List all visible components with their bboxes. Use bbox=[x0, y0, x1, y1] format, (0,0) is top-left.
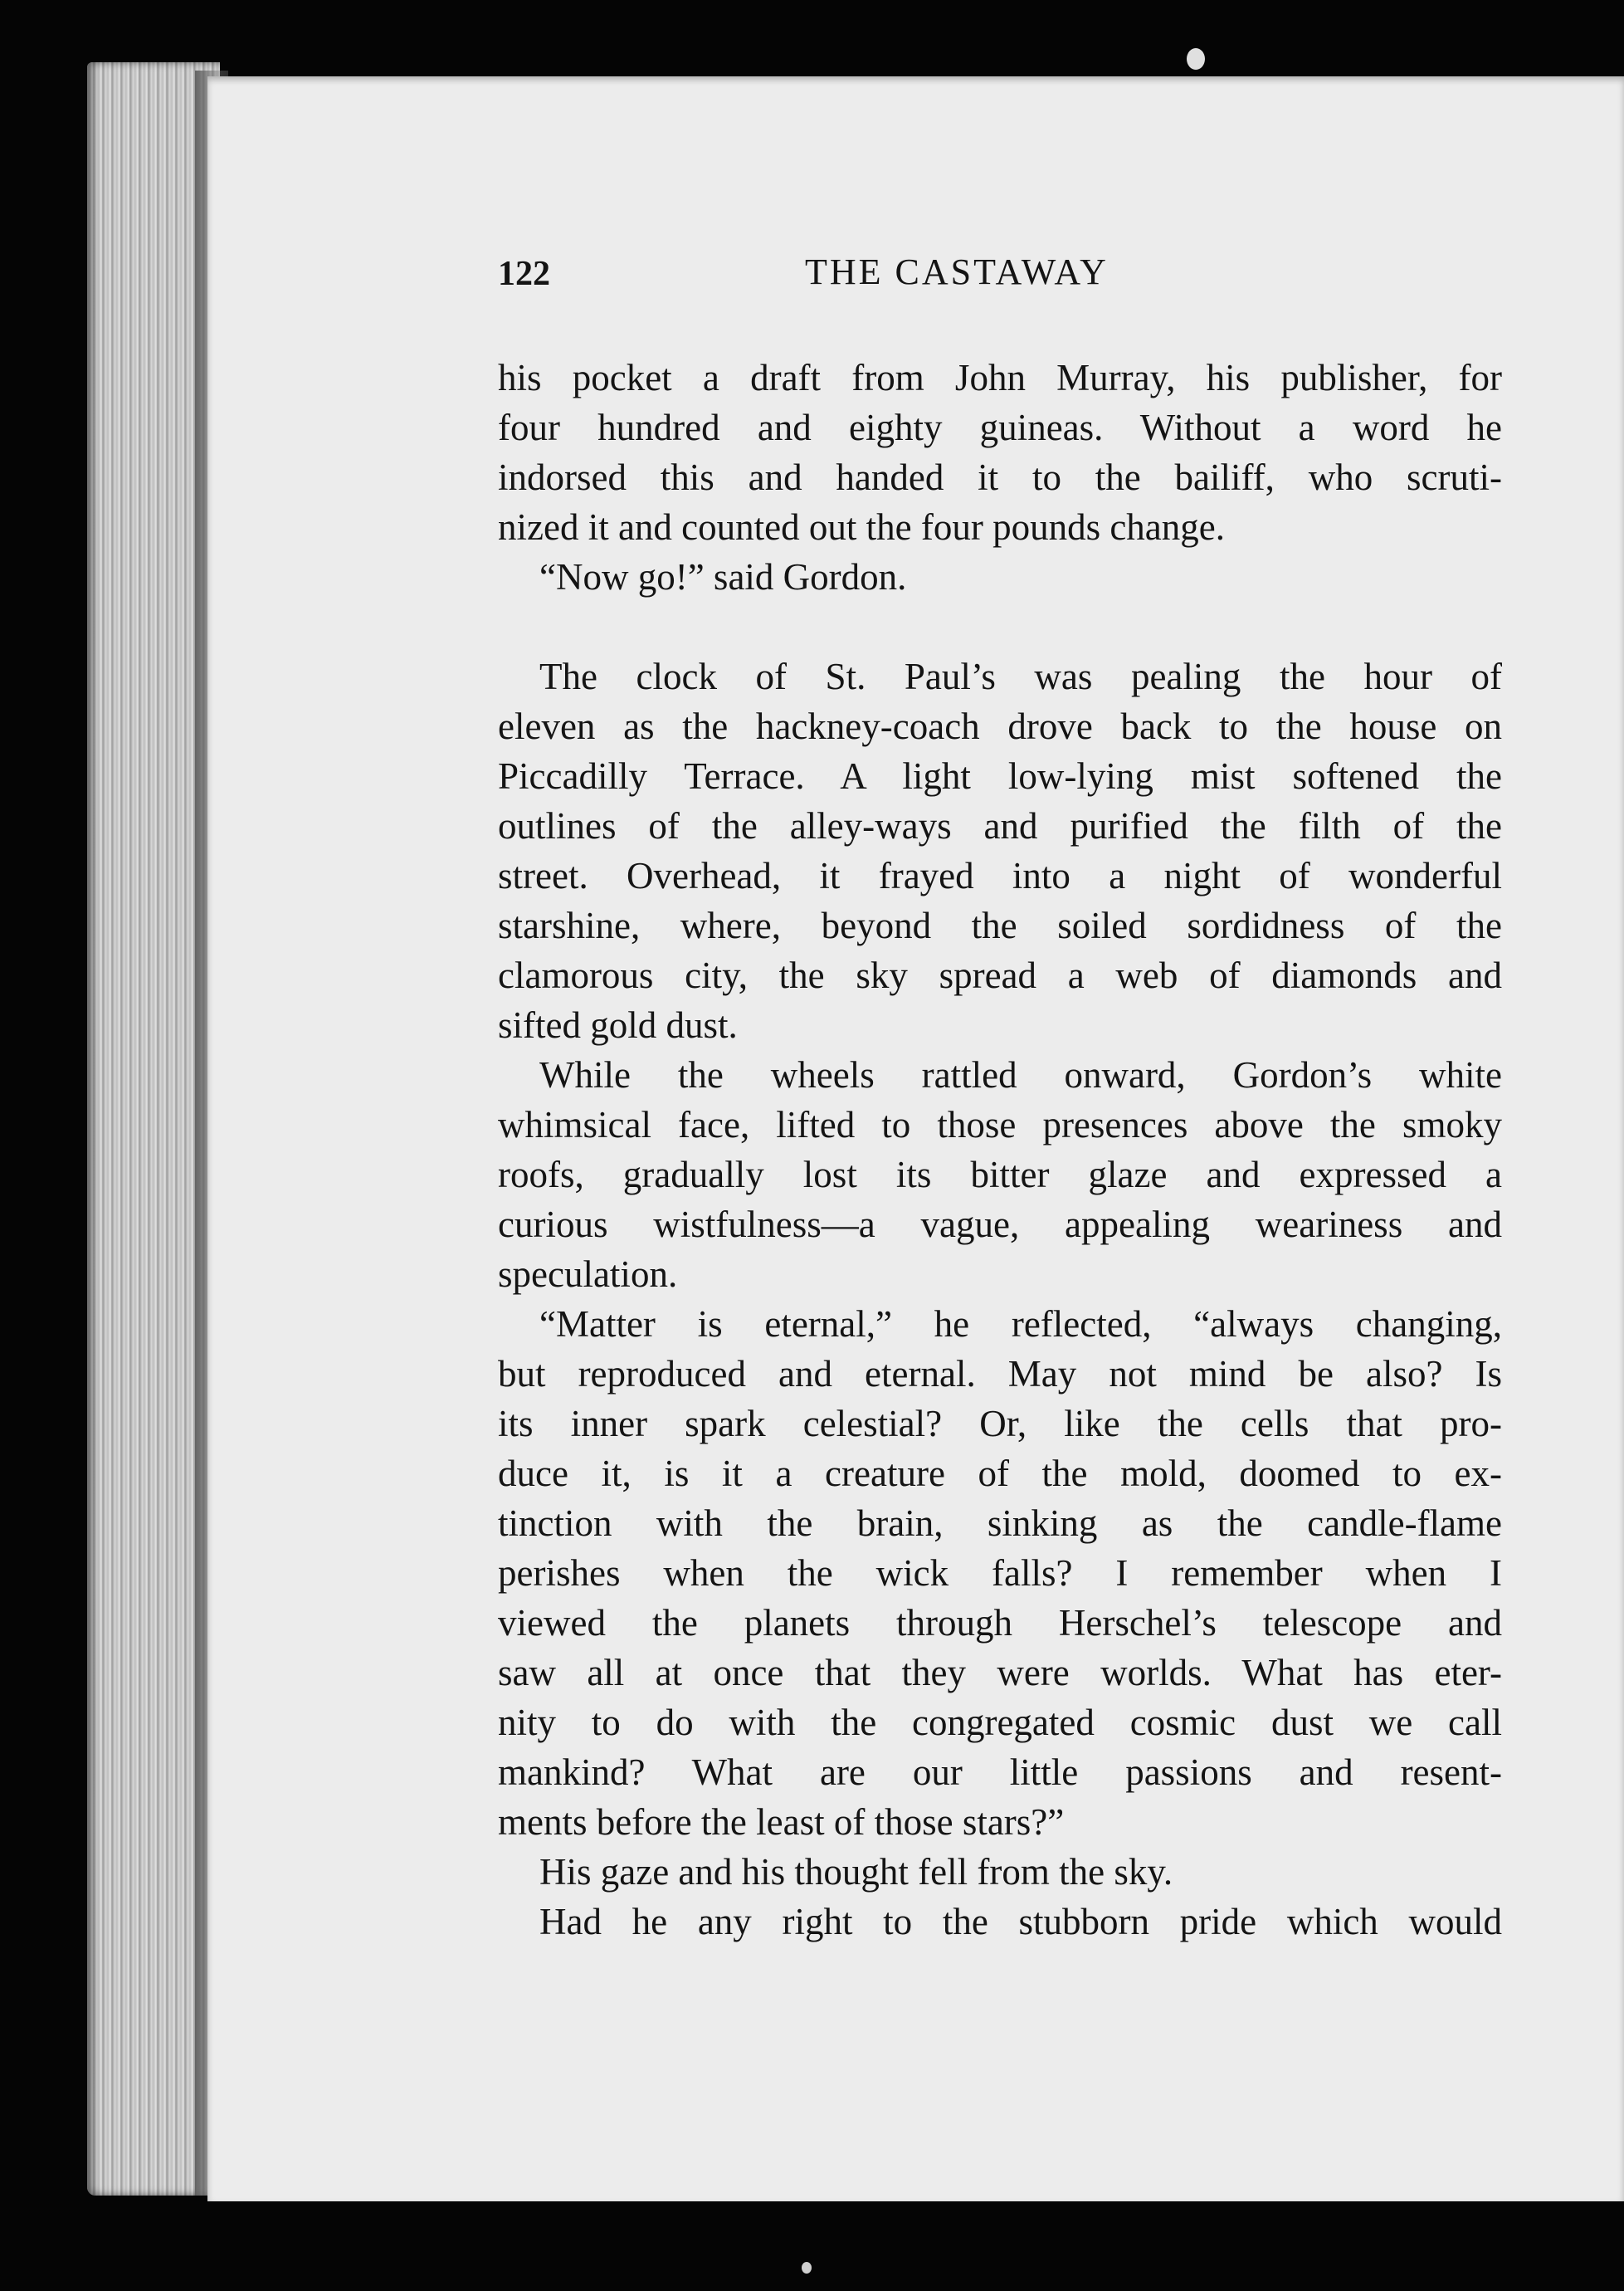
text-line: His gaze and his thought fell from the sky. bbox=[539, 1851, 1173, 1893]
text-line: curious wistfulness—a vague, appealing weariness and bbox=[498, 1204, 1502, 1245]
scan-speck bbox=[802, 2262, 812, 2274]
text-line: sifted gold dust. bbox=[498, 1004, 738, 1046]
page-header bbox=[490, 249, 1494, 299]
text-line: Had he any right to the stubborn pride which would bbox=[539, 1901, 1502, 1942]
text-line: outlines of the alley-ways and purified the filth of the bbox=[498, 805, 1502, 847]
text-line: The clock of St. Paul’s was pealing the hour of bbox=[539, 656, 1502, 697]
text-line: viewed the planets through Herschel’s telescope and bbox=[498, 1602, 1502, 1644]
text-line: indorsed this and handed it to the bailiff, who scruti- bbox=[498, 457, 1502, 498]
text-line: starshine, where, beyond the soiled sordidness of the bbox=[498, 905, 1502, 946]
text-line: roofs, gradually lost its bitter glaze and expressed a bbox=[498, 1154, 1502, 1195]
text-line: “Now go!” said Gordon. bbox=[539, 556, 907, 598]
text-line: Piccadilly Terrace. A light low-lying mist softened the bbox=[498, 755, 1502, 797]
text-line: “Matter is eternal,” he reflected, “always changing, bbox=[539, 1303, 1502, 1345]
scan-speck bbox=[1187, 48, 1205, 70]
text-line: ments before the least of those stars?” bbox=[498, 1801, 1065, 1843]
text-line: saw all at once that they were worlds. What has eter- bbox=[498, 1652, 1502, 1693]
text-line: its inner spark celestial? Or, like the cells that pro- bbox=[498, 1403, 1502, 1444]
text-line: mankind? What are our little passions and resent- bbox=[498, 1751, 1502, 1793]
text-line: eleven as the hackney-coach drove back to the house on bbox=[498, 706, 1502, 747]
text-line: duce it, is it a creature of the mold, doomed to ex- bbox=[498, 1453, 1502, 1494]
text-line: tinction with the brain, sinking as the candle-flame bbox=[498, 1502, 1502, 1544]
running-head: THE CASTAWAY bbox=[805, 252, 1109, 292]
text-line: nity to do with the congregated cosmic dust we call bbox=[498, 1702, 1502, 1743]
text-line: but reproduced and eternal. May not mind be also? Is bbox=[498, 1353, 1502, 1395]
text-line: nized it and counted out the four pounds change. bbox=[498, 506, 1226, 548]
text-line: speculation. bbox=[498, 1253, 678, 1295]
text-line: perishes when the wick falls? I remember when I bbox=[498, 1552, 1502, 1594]
text-line: whimsical face, lifted to those presences above the smoky bbox=[498, 1104, 1502, 1146]
text-line: While the wheels rattled onward, Gordon’s white bbox=[539, 1054, 1502, 1096]
body-text bbox=[498, 353, 1502, 1947]
text-line: his pocket a draft from John Murray, his publisher, for bbox=[498, 357, 1502, 398]
section-break bbox=[498, 602, 1502, 652]
text-line: street. Overhead, it frayed into a night of wonderful bbox=[498, 855, 1502, 896]
text-line: four hundred and eighty guineas. Without a word he bbox=[498, 407, 1502, 448]
page-number: 122 bbox=[498, 255, 550, 293]
text-line: clamorous city, the sky spread a web of diamonds and bbox=[498, 955, 1502, 996]
